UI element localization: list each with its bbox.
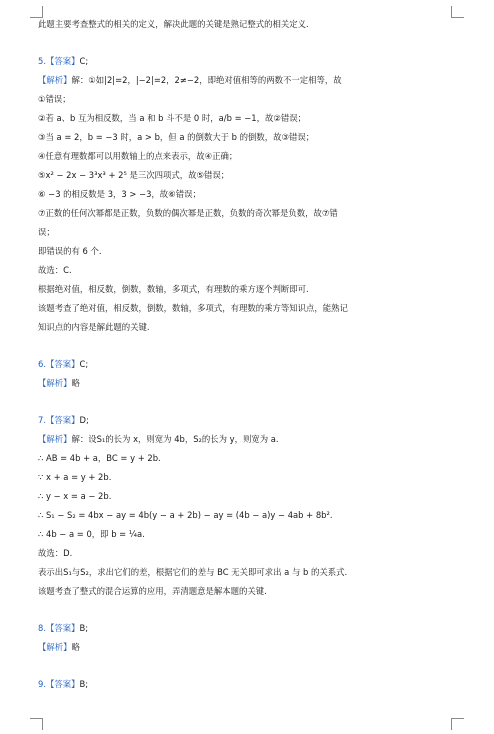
question-5 xyxy=(38,55,458,334)
analysis-line: ④任意有理数都可以用数轴上的点来表示，故④正确； xyxy=(38,151,238,161)
analysis-line: ②若 a、b 互为相反数，当 a 和 b 斗不是 0 时，a/b = −1，故②错误； xyxy=(38,113,306,123)
analysis-tag: 【解析】 xyxy=(38,378,72,388)
answer-value: C; xyxy=(79,56,89,66)
analysis-line: ∴ y − x = a − 2b. xyxy=(38,491,112,501)
analysis-line: ③当 a = 2，b = −3 时，a > b，但 a 的倒数大于 b 的倒数，故③错误； xyxy=(38,132,315,142)
crop-mark-bottom-right-v xyxy=(451,718,452,730)
analysis-line: ∴ 4b − a = 0，即 b = ¼a. xyxy=(38,529,145,539)
answer-tag: 9.【答案】 xyxy=(38,679,80,689)
analysis-line: ⑥ −3 的相反数是 3，3 > −3，故⑥错误； xyxy=(38,189,201,199)
analysis-line: 故选：C. xyxy=(38,265,72,275)
analysis-tag: 【解析】 xyxy=(38,75,72,85)
answer-value: B; xyxy=(79,623,89,633)
analysis-text: 略 xyxy=(71,378,80,388)
analysis-text: 略 xyxy=(71,642,80,652)
crop-mark-bottom-right-h xyxy=(452,718,464,719)
crop-mark-bottom-left-v xyxy=(42,718,43,730)
analysis-line: ∵ x + a = y + 2b. xyxy=(38,472,112,482)
analysis-line: ∴ AB = 4b + a，BC = y + 2b. xyxy=(38,453,161,463)
analysis-line: 解：①如|2|=2，|−2|=2，2≠−2，即绝对值相等的两数不一定相等，故 xyxy=(71,75,342,85)
analysis-line: 解：设S₁的长为 x，则宽为 4b，S₂的长为 y，则宽为 a. xyxy=(71,434,279,444)
answer-value: C; xyxy=(79,359,89,369)
analysis-line: 知识点的内容是解此题的关键. xyxy=(38,322,150,332)
analysis-tag: 【解析】 xyxy=(38,434,72,444)
analysis-line: 表示出S₁与S₂，求出它们的差，根据它们的差与 BC 无关即可求出 a 与 b 的关系式. xyxy=(38,567,348,577)
analysis-line: ①错误； xyxy=(38,94,71,104)
crop-mark-top-left-v xyxy=(42,6,43,18)
analysis-line: 误； xyxy=(38,227,55,237)
answer-tag: 6.【答案】 xyxy=(38,359,80,369)
analysis-line: 该题考查了整式的混合运算的应用，弄清题意是解本题的关键. xyxy=(38,586,267,596)
document-page xyxy=(38,18,458,691)
question-8 xyxy=(38,622,458,654)
intro-text: 此题主要考查整式的相关的定义，解决此题的关键是熟记整式的相关定义. xyxy=(38,19,309,29)
analysis-line: 该题考查了绝对值，相反数，倒数，数轴，多项式，有理数的乘方等知识点，能熟记 xyxy=(38,303,348,313)
crop-mark-bottom-left-h xyxy=(30,718,42,719)
answer-tag: 5.【答案】 xyxy=(38,56,80,66)
analysis-line: 根据绝对值，相反数，倒数，数轴，多项式，有理数的乘方逐个判断即可. xyxy=(38,284,309,294)
answer-value: B; xyxy=(79,679,89,689)
analysis-line: 即错误的有 6 个. xyxy=(38,246,102,256)
answer-tag: 7.【答案】 xyxy=(38,415,80,425)
question-7 xyxy=(38,414,458,598)
analysis-line: ⑦正数的任何次幂都是正数，负数的偶次幂是正数，负数的奇次幂是负数，故⑦错 xyxy=(38,208,338,218)
analysis-line: ⑤x² − 2x − 3³x³ + 2⁵ 是三次四项式，故⑤错误； xyxy=(38,170,230,180)
question-6 xyxy=(38,358,458,390)
analysis-line: 故选：D. xyxy=(38,548,73,558)
analysis-tag: 【解析】 xyxy=(38,642,72,652)
question-9 xyxy=(38,678,458,691)
answer-tag: 8.【答案】 xyxy=(38,623,80,633)
analysis-line: ∴ S₁ − S₂ = 4bx − ay = 4b(y − a + 2b) − ay = (4b − a)y − 4ab + 8b². xyxy=(38,510,333,520)
answer-value: D; xyxy=(79,415,89,425)
